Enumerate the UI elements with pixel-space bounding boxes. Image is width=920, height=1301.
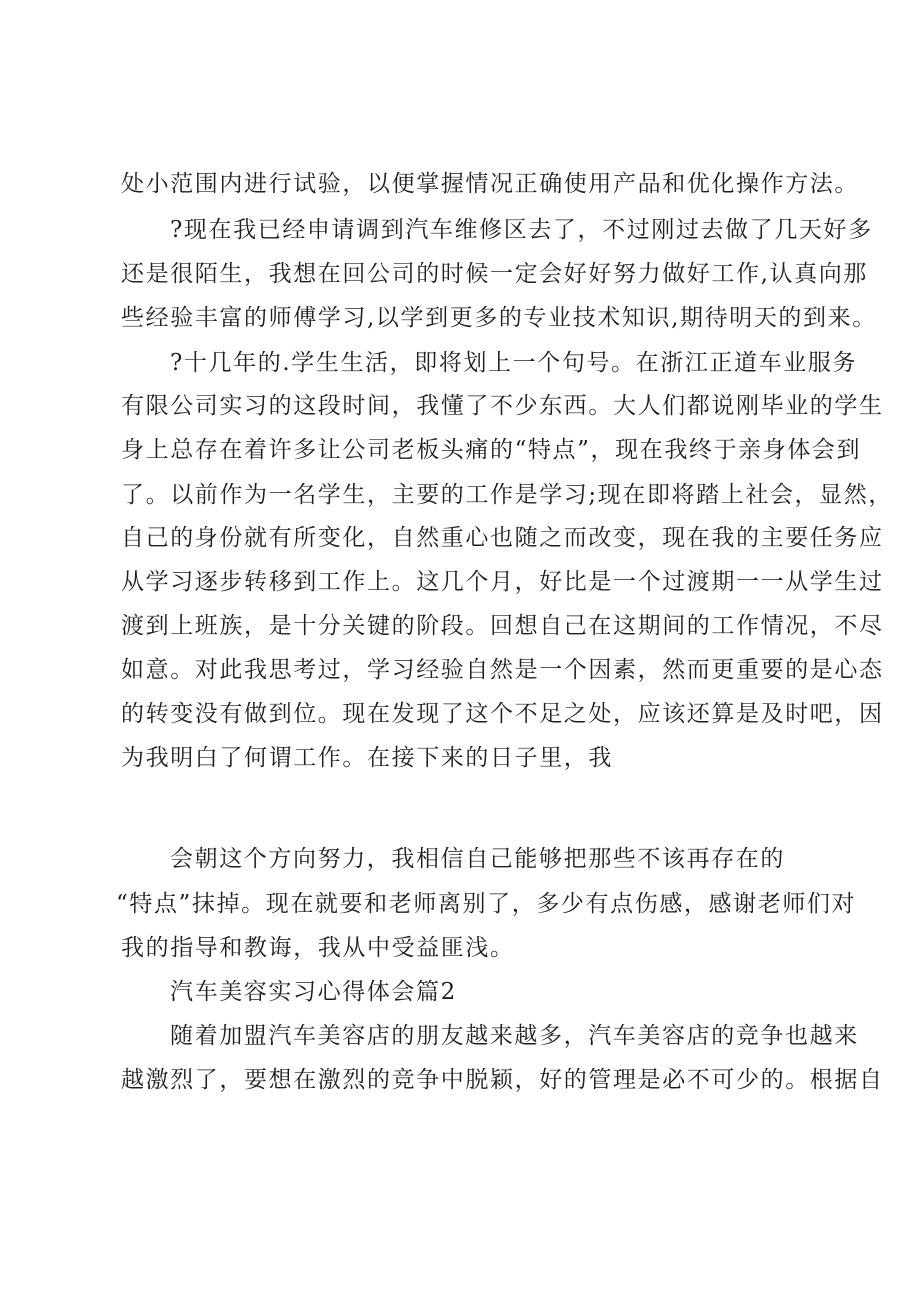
text-line: 为我明白了何谓工作。在接下来的日子里，我	[121, 745, 613, 771]
text-line: 自己的身份就有所变化，自然重心也随之而改变，现在我的主要任务应	[121, 525, 884, 551]
section-heading: 汽车美容实习心得体会篇2	[170, 979, 457, 1005]
text-line: ?十几年的.学生生活，即将划上一个句号。在浙江正道车业服务	[170, 350, 858, 376]
text-line: 如意。对此我思考过，学习经验自然是一个因素，然而更重要的是心态	[121, 657, 884, 683]
text-line: 身上总存在着许多让公司老板头痛的“特点”，现在我终于亲身体会到	[121, 437, 862, 463]
text-line: 处小范围内进行试验，以便掌握情况正确使用产品和优化操作方法。	[121, 171, 859, 197]
text-line: 我的指导和教诲，我从中受益匪浅。	[121, 935, 515, 961]
text-line: 了。以前作为一名学生，主要的工作是学习;现在即将踏上社会，显然，	[121, 482, 893, 508]
text-line: 的转变没有做到位。现在发现了这个不足之处，应该还算是及时吧，因	[121, 701, 884, 727]
text-line: 从学习逐步转移到工作上。这几个月，好比是一个过渡期一一从学生过	[121, 569, 884, 595]
text-line: 些经验丰富的师傅学习,以学到更多的专业技术知识,期待明天的到来。	[121, 305, 877, 331]
text-line: 会朝这个方向努力，我相信自己能够把那些不该再存在的	[170, 846, 785, 872]
text-line: ?现在我已经申请调到汽车维修区去了，不过刚过去做了几天好多	[170, 217, 873, 243]
text-line: 有限公司实习的这段时间，我懂了不少东西。大人们都说刚毕业的学生	[121, 393, 884, 419]
text-line: “特点”抹掉。现在就要和老师离别了，多少有点伤感，感谢老师们对	[116, 891, 857, 917]
text-line: 随着加盟汽车美容店的朋友越来越多，汽车美容店的竞争也越来	[170, 1023, 859, 1049]
text-line: 渡到上班族，是十分关键的阶段。回想自己在这期间的工作情况，不尽	[121, 613, 884, 639]
text-line: 越激烈了，要想在激烈的竞争中脱颖，好的管理是必不可少的。根据自	[121, 1067, 884, 1093]
text-line: 还是很陌生，我想在回公司的时候一定会好好努力做好工作,认真向那	[121, 261, 868, 287]
